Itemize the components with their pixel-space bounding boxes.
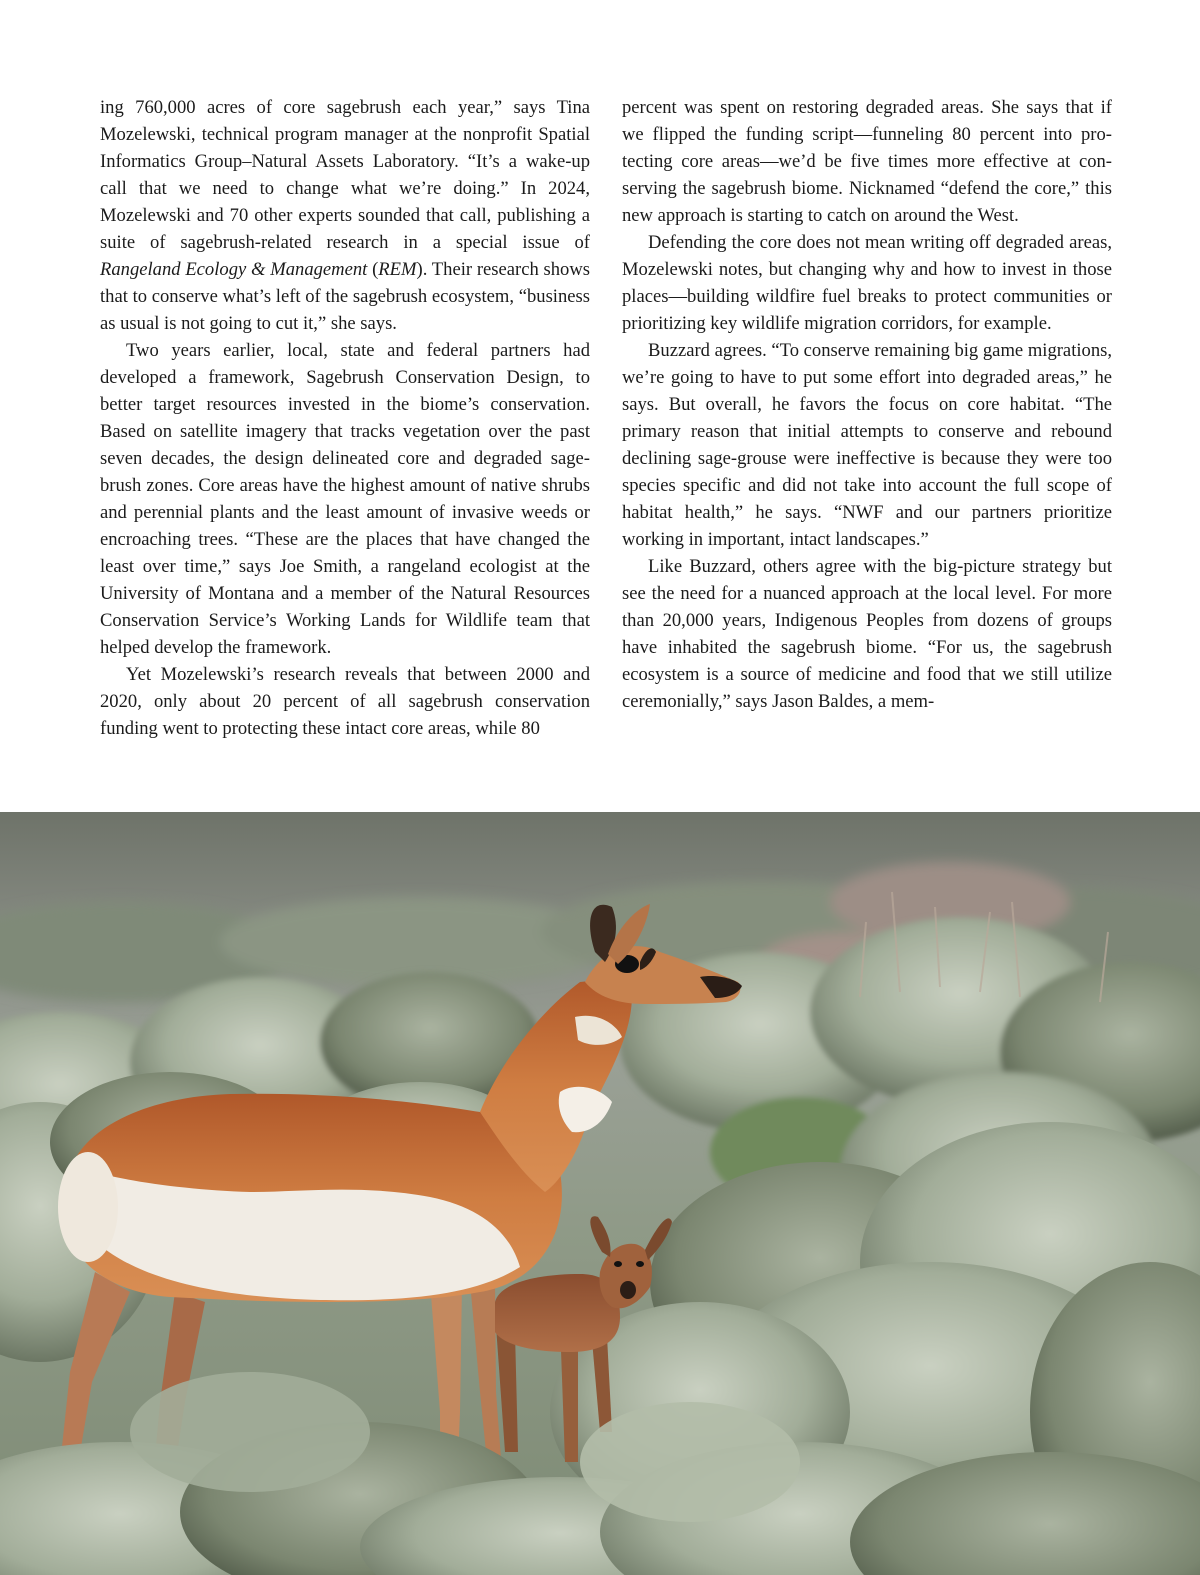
pronghorn-illustration (0, 812, 1200, 1575)
pronghorn-photo (0, 812, 1200, 1575)
paragraph-text: ( (367, 259, 379, 280)
paragraph: Two years earlier, local, state and federal partners had developed a framework, Sagebrush Conservation Design, to better target resources invested in the biome’s conservation. Based on satellite imagery that tracks vegetation over the past seven decades, the design delineated core and degraded sagebrush zones. Core areas have the highest amount of native shrubs and perennial plants and the least amount of invasive weeds or encroaching trees. “These are the places that have changed the least over time,” says Joe Smith, a rangeland ecologist at the University of Montana and a member of the Natural Resources Conservation Service’s Working Lands for Wildlife team that helped develop the framework. (100, 340, 590, 658)
paragraph-text: ). Their research shows that to conserve what’s left of the sagebrush ecosystem, “business as usual is not going to cut it,” she says. (100, 259, 591, 334)
journal-abbreviation: REM (378, 259, 417, 280)
paragraph: Defending the core does not mean writing off degraded areas, Mozelewski notes, but changing why and how to invest in those places—building wildfire fuel breaks to protect communities or prioritizing key wildlife migration corridors, for example. (622, 232, 1112, 334)
paragraph: Like Buzzard, others agree with the big-picture strategy but see the need for a nuanced approach at the local level. For more than 20,000 years, Indigenous Peoples from dozens of groups have inhabited the sagebrush biome. “For us, the sagebrush ecosystem is a source of medicine and food that we still utilize ceremonially,” says Jason Baldes, a mem- (622, 556, 1112, 712)
journal-title: Rangeland Ecology & Management (100, 259, 368, 280)
paragraph: Yet Mozelewski’s research reveals that between 2000 and 2020, only about 20 percent of all sagebrush conservation funding went to protecting these intact core areas, while 80 (100, 664, 590, 739)
paragraph: percent was spent on restoring degraded areas. She says that if we flipped the funding script—funneling 80 percent into protecting core areas—we’d be five times more effective at conserving the sagebrush biome. Nicknamed “defend the core,” this new approach is starting to catch on around the West. (622, 97, 1112, 226)
paragraph (100, 94, 590, 337)
left-column (100, 94, 590, 754)
paragraph-text: ing 760,000 acres of core sagebrush each year,” says Tina Mozelewski, technical program manager at the nonprofit Spatial Informatics Group–Natural Assets Laboratory. “It’s a wake-up call that we need to change what we’re doing.” In 2024, Mozelewski and 70 other experts sounded that call, publishing a suite of sagebrush-related research in a special issue of (100, 97, 590, 253)
article-body (100, 94, 1112, 754)
paragraph: Buzzard agrees. “To conserve remaining big game migrations, we’re going to have to put some effort into degraded areas,” he says. But overall, he favors the focus on core habitat. “The primary reason that initial attempts to conserve and rebound declining sage-grouse were ineffective is because they were too species specific and did not take into account the full scope of habitat health,” he says. “NWF and our partners prioritize working in important, intact landscapes.” (622, 340, 1112, 550)
right-column (622, 94, 1112, 754)
